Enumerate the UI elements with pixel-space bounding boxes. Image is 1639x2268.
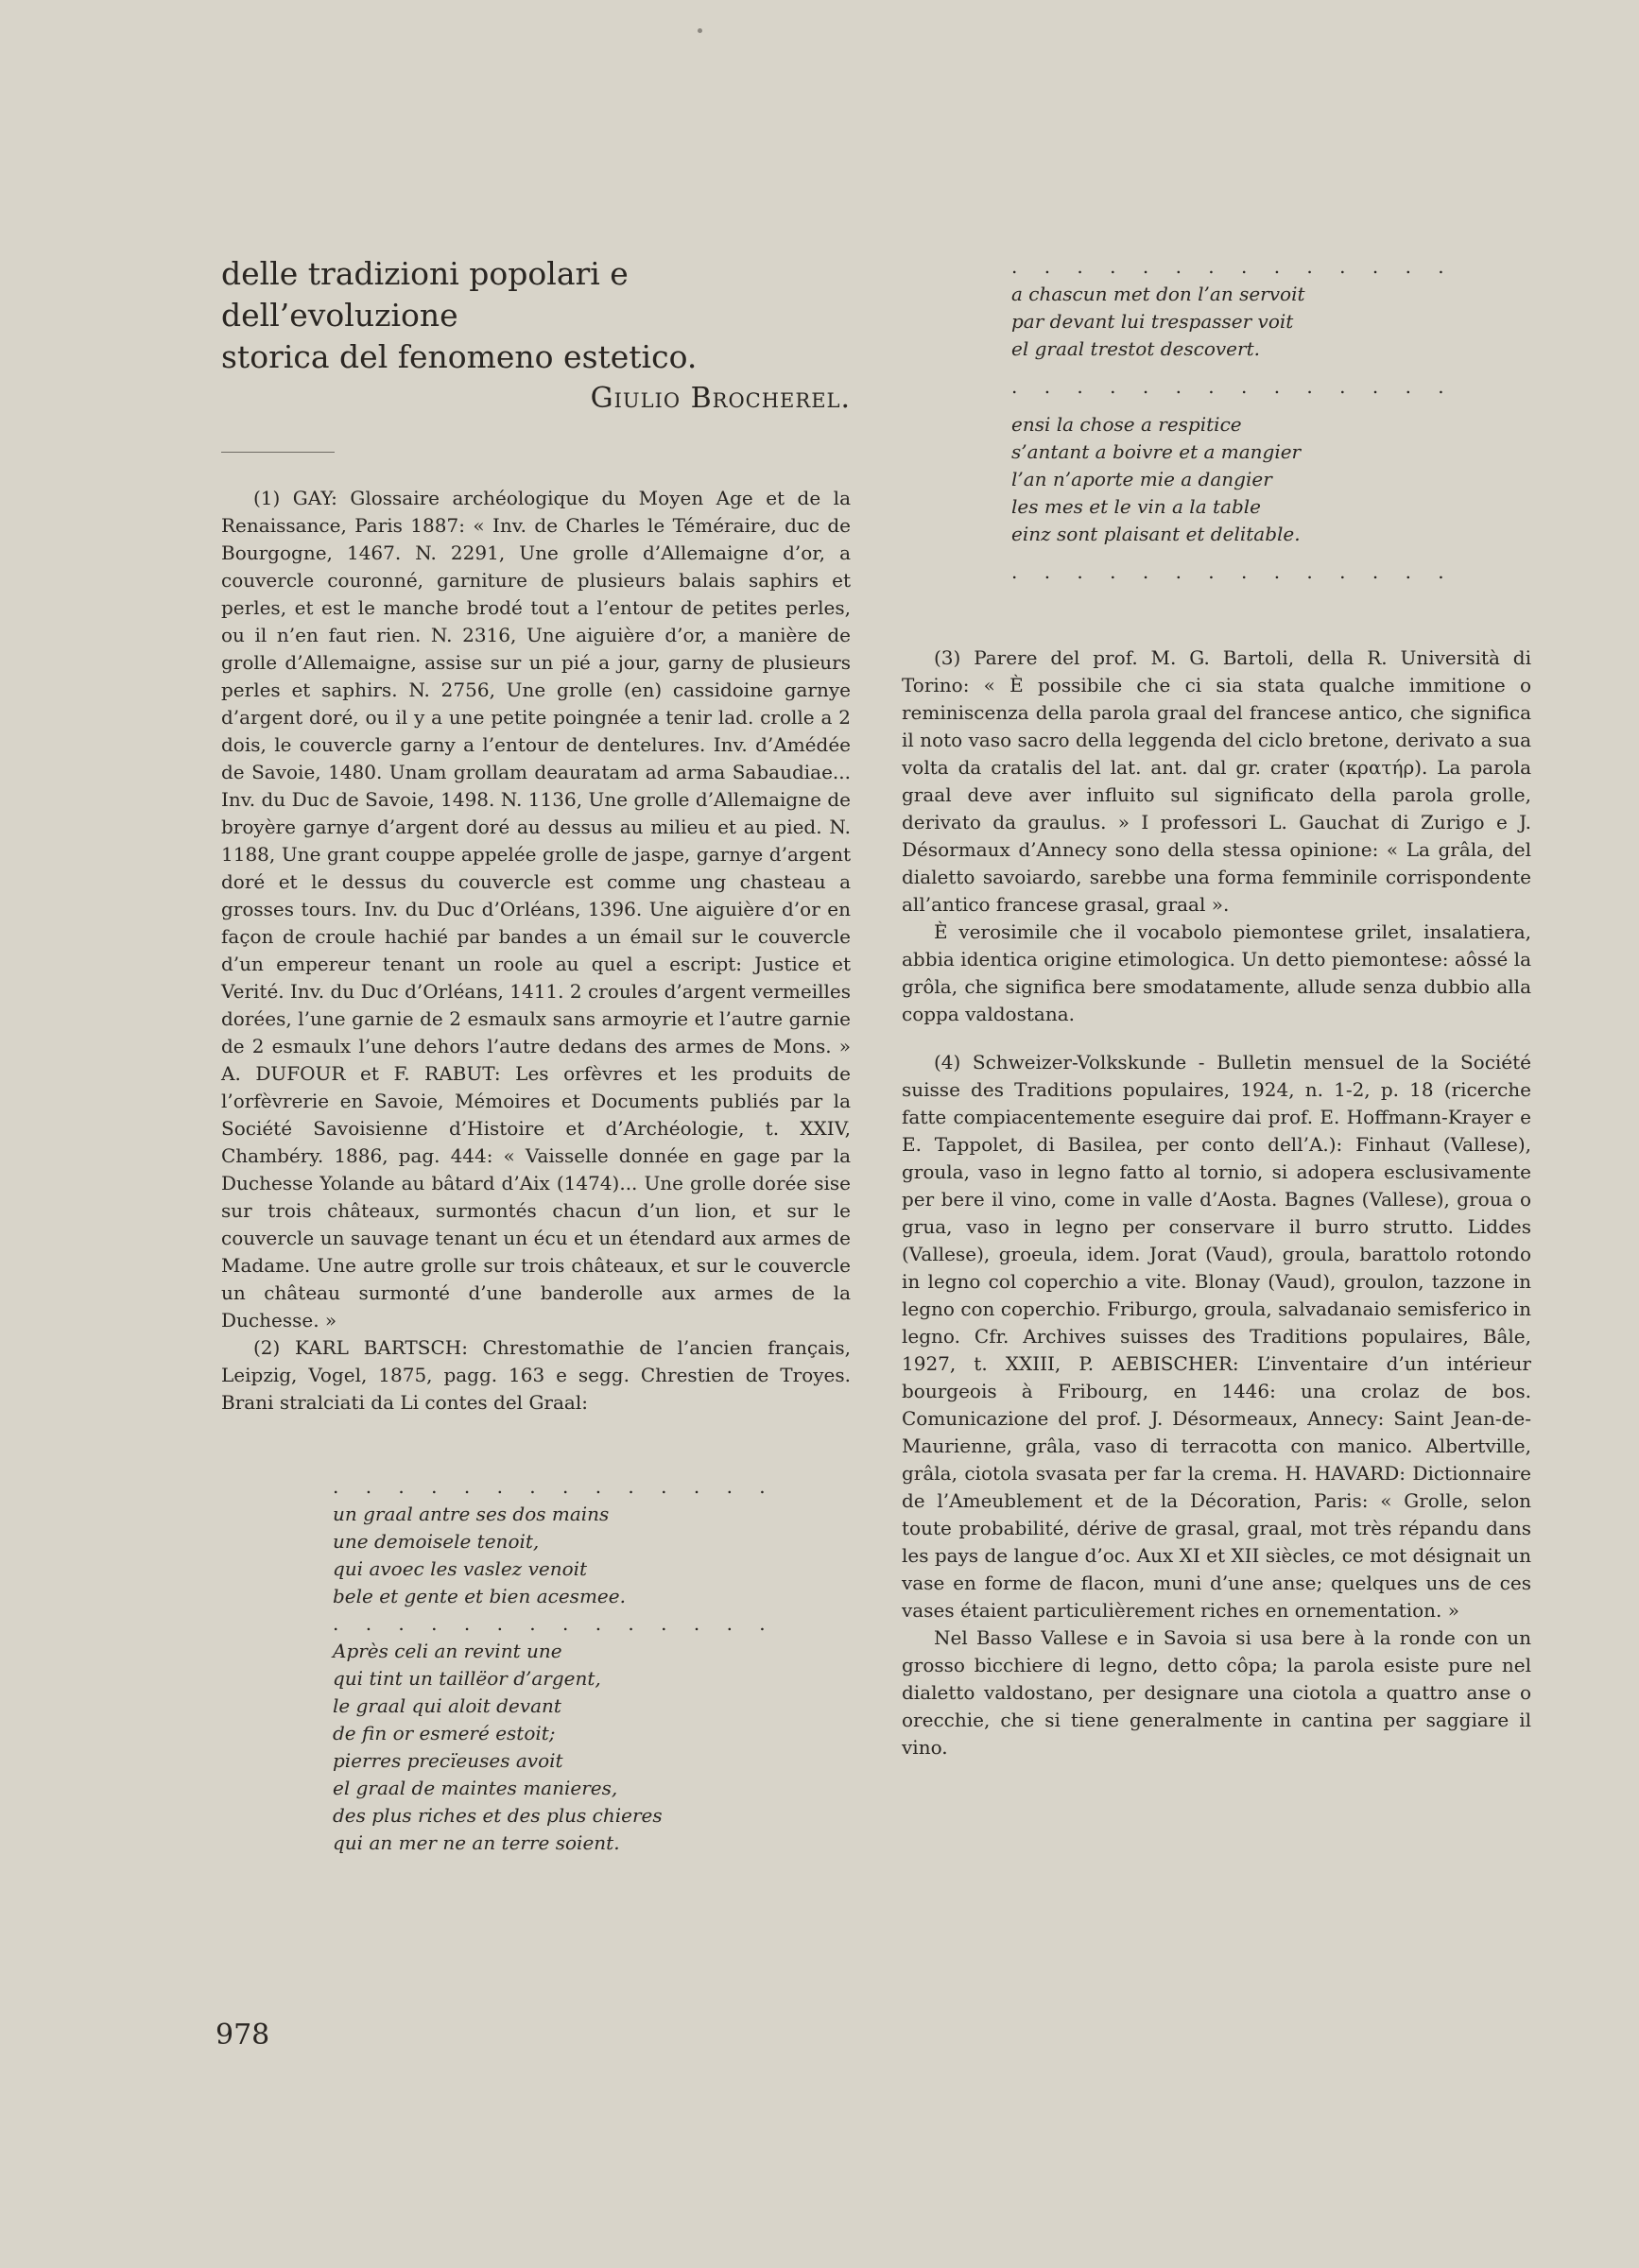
verse-line: a chascun met don l’an servoit: [1011, 283, 1305, 305]
verse-line: einz sont plaisant et delitable.: [1011, 523, 1301, 545]
footnote-1: [221, 485, 851, 1417]
title-line-1: delle tradizioni popolari e dell’evoluzione: [221, 255, 629, 334]
verse-line: bele et gente et bien acesmee.: [333, 1585, 626, 1607]
verse-line: el graal trestot descovert.: [1011, 337, 1260, 360]
verse-line: ensi la chose a respitice: [1011, 413, 1242, 436]
footnote-3: [902, 644, 1531, 1028]
footnote-1-text: (1) GAY: Glossaire archéologique du Moyen Age et de la Renaissance, Paris 1887: « Inv. de Charles le Téméraire, duc de Bourgogne, 1467. N. 2291, Une grolle d’Allemaigne d’or, a couvercle couronné, garniture de plusieurs balais saphirs et perles, et est le manche brodé tout a l’entour de petites perles, ou il n’en faut rien. N. 2316, Une aiguière d’or, a manière de grolle d’Allemaigne, assise sur un pié a jour, garny de plusieurs perles et saphirs. N. 2756, Une grolle (en) cassidoine garnye d’argent doré, ou il y a une petite poingnée a tenir lad. crolle a 2 dois, le couvercle garny a l’entour de dentelures. Inv. d’Amédée de Savoie, 1480. Unam grollam deauratam ad arma Sabaudiae... Inv. du Duc de Savoie, 1498. N. 1136, Une grolle d’Allemaigne de broyère garnye d’argent doré au dessus au milieu et au pied. N. 1188, Une grant couppe appelée grolle de jaspe, garnye d’argent doré et le dessus du couvercle est comme ung chasteau a grosses tours. Inv. du Duc d’Orléans, 1396. Une aiguière d’or en façon de croule hachié par bandes a un émail sur le couvercle d’un empereur tenant un roole au quel a escript: Justice et Verité. Inv. du Duc d’Orléans, 1411. 2 croules d’argent vermeilles dorées, l’une garnie de 2 esmaulx sans armoyrie et l’autre garnie de 2 esmaulx l’une dehors l’autre dedans des armes de Mons. » A. DUFOUR et F. RABUT: Les orfèvres et les produits de l’orfèvrerie en Savoie, Mémoires et Documents publiés par la Société Savoisienne d’Histoire et d’Archéologie, t. XXIV, Chambéry. 1886, pag. 444: « Vaisselle donnée en gage par la Duchesse Yolande au bâtard d’Aix (1474)... Une grolle dorée sise sur trois châteaux, surmontés chacun d’un lion, et sur le couvercle un sauvage tenant un écu et un étendard aux armes de Madame. Une autre grolle sur trois châteaux, et sur le couvercle un château surmonté d’une banderolle aux armes de la Duchesse. »: [221, 487, 851, 1332]
verse-line: pierres precïeuses avoit: [333, 1749, 563, 1772]
footnote-3b-text: È verosimile che il vocabolo piemontese grilet, insalatiera, abbia identica origine etimologica. Un detto piemontese: aôssé la grôla, che significa bere smodatamente, allude senza dubbio alla coppa valdostana.: [902, 920, 1531, 1025]
verse-line: s’antant a boivre et a mangier: [1011, 440, 1302, 463]
ellipsis-dots: . . . . . . . . . . . . . .: [1011, 375, 1455, 398]
page-number: 978: [216, 2019, 270, 2052]
footnote-4b-text: Nel Basso Vallese e in Savoia si usa bere à la ronde con un grosso bicchiere di legno, detto côpa; la parola esiste pure nel dialetto valdostano, per designare una ciotola a quattro anse o orecchie, che si tiene generalmente in cantina per saggiare il vino.: [902, 1626, 1531, 1759]
verse-block-right: [902, 253, 1531, 586]
ellipsis-dots: . . . . . . . . . . . . . .: [1011, 560, 1455, 583]
verse-line: une demoisele tenoit,: [333, 1530, 540, 1553]
footnote-4-text: (4) Schweizer-Volkskunde - Bulletin mensuel de la Société suisse des Traditions populaires, 1924, n. 1-2, p. 18 (ricerche fatte compiacentemente eseguire dai prof. E. Hoffmann-Krayer e E. Tappolet, di Basilea, per conto dell’A.): Finhaut (Vallese), groula, vaso in legno fatto al tornio, si adopera esclusivamente per bere il vino, come in valle d’Aosta. Bagnes (Vallese), groua o grua, vaso in legno per conservare il burro strutto. Liddes (Vallese), groeula, idem. Jorat (Vaud), groula, barattolo rotondo in legno col coperchio a vite. Blonay (Vaud), groulon, tazzone in legno con coperchio. Friburgo, groula, salvadanaio semisferico in legno. Cfr. Archives suisses des Traditions populaires, Bâle, 1927, t. XXIII, P. AEBISCHER: L’inventaire d’un intérieur bourgeois à Fribourg, en 1446: una crolaz de bos. Comunicazione del prof. J. Désormeaux, Annecy: Saint Jean-de-Maurienne, grâla, vaso di terracotta con manico. Albertville, grâla, ciotola svasata per far la crema. H. HAVARD: Dictionnaire de l’Ameublement et de la Décoration, Paris: « Grolle, selon toute probabilité, dérive de grasal, graal, mot très répandu dans les pays de langue d’oc. Aux XI et XII siècles, ce mot désignait un vase en forme de flacon, muni d’une anse; quelques uns de ces vases étaient particulièrement riches en ornementation. »: [902, 1051, 1532, 1622]
left-column: [221, 253, 851, 1857]
ellipsis-dots: . . . . . . . . . . . . . .: [1011, 255, 1455, 278]
footnote-separator: [221, 452, 335, 453]
verse-line: qui avoec les vaslez venoit: [333, 1557, 588, 1580]
verse-line: l’an n’aporte mie a dangier: [1011, 468, 1272, 490]
printer-mark: [698, 28, 702, 33]
verse-line: de fin or esmeré estoit;: [333, 1722, 556, 1744]
verse-line: Après celi an revint une: [333, 1640, 562, 1662]
ellipsis-dots: . . . . . . . . . . . . . .: [333, 1475, 776, 1498]
verse-line: un graal antre ses dos mains: [333, 1503, 610, 1525]
author-signature: Giulio Brocherel.: [590, 382, 851, 415]
footnote-2-text: (2) KARL BARTSCH: Chrestomathie de l’ancien français, Leipzig, Vogel, 1875, pagg. 163 e segg. Chrestien de Troyes. Brani stralciati da Li contes del Graal:: [221, 1336, 851, 1414]
verse-block-left-1: [221, 1473, 851, 1857]
article-closing-title: [221, 253, 851, 378]
ellipsis-dots: . . . . . . . . . . . . . .: [333, 1612, 776, 1635]
verse-line: des plus riches et des plus chieres: [333, 1804, 663, 1827]
verse-line: les mes et le vin a la table: [1011, 495, 1261, 518]
verse-line: par devant lui trespasser voit: [1011, 310, 1294, 333]
right-column: [902, 253, 1531, 1761]
verse-line: qui an mer ne an terre soient.: [333, 1831, 620, 1854]
title-line-2: storica del fenomeno estetico.: [221, 338, 698, 375]
verse-line: qui tint un taillëor d’argent,: [333, 1667, 601, 1690]
footnote-4: [902, 1049, 1531, 1761]
verse-line: le graal qui aloit devant: [333, 1694, 561, 1717]
verse-line: el graal de maintes manieres,: [333, 1777, 618, 1799]
footnote-3-text: (3) Parere del prof. M. G. Bartoli, della R. Università di Torino: « È possibile che ci sia stata qualche immitione o reminiscenza della parola graal del francese antico, che significa il noto vaso sacro della leggenda del ciclo bretone, derivato a sua volta da cratalis del lat. ant. dal gr. crater (κρατήρ). La parola graal deve aver influito sul significato della parola grolle, derivato da graulus. » I professori L. Gauchat di Zurigo e J. Désormaux d’Annecy sono della stessa opinione: « La grâla, del dialetto savoiardo, sarebbe una forma femminile corrispondente all’antico francese grasal, graal ».: [902, 646, 1531, 916]
